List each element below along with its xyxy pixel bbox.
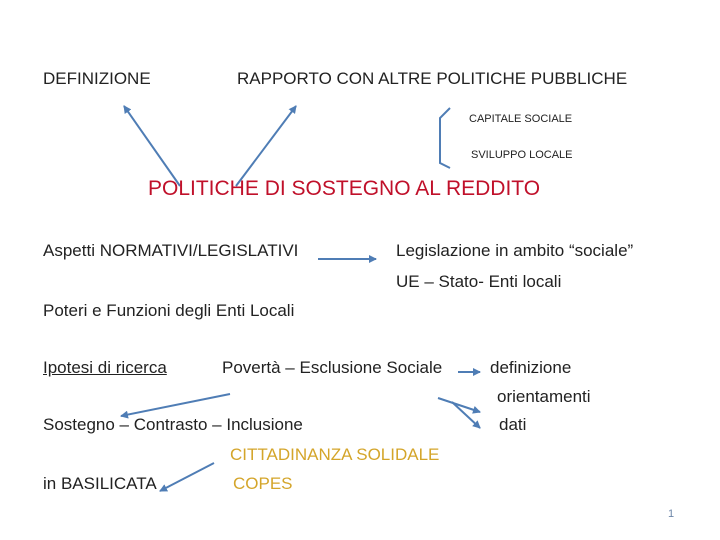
arrow-to-definizione xyxy=(124,106,180,186)
aspetti-label: Aspetti NORMATIVI/LEGISLATIVI xyxy=(43,241,299,260)
ipotesi-ricerca-link[interactable]: Ipotesi di ricerca xyxy=(43,358,167,377)
legislazione-label: Legislazione in ambito “sociale” xyxy=(396,241,634,260)
bracket-capitale-sviluppo xyxy=(440,108,450,168)
sostegno-label: Sostegno – Contrasto – Inclusione xyxy=(43,415,303,434)
capitale-sociale-label: CAPITALE SOCIALE xyxy=(469,113,573,125)
arrow-to-dati xyxy=(452,402,480,428)
arrow-to-orientamenti xyxy=(438,398,480,412)
arrow-to-rapporto xyxy=(236,106,296,186)
poteri-label: Poteri e Funzioni degli Enti Locali xyxy=(43,301,295,320)
orientamenti-label: orientamenti xyxy=(497,387,591,406)
main-title: POLITICHE DI SOSTEGNO AL REDDITO xyxy=(148,177,541,200)
sviluppo-locale-label: SVILUPPO LOCALE xyxy=(471,149,573,161)
basilicata-label: in BASILICATA xyxy=(43,474,157,493)
ue-stato-label: UE – Stato- Enti locali xyxy=(396,272,562,291)
definizione2-label: definizione xyxy=(490,358,572,377)
dati-label: dati xyxy=(499,415,527,434)
cittadinanza-label: CITTADINANZA SOLIDALE xyxy=(230,445,440,464)
definizione-label: DEFINIZIONE xyxy=(43,69,151,88)
arrow-to-sostegno xyxy=(121,394,230,416)
copes-label: COPES xyxy=(233,474,293,493)
poverta-label: Povertà – Esclusione Sociale xyxy=(222,358,443,377)
page-number: 1 xyxy=(668,508,675,520)
arrow-to-basilicata xyxy=(160,463,214,491)
rapporto-label: RAPPORTO CON ALTRE POLITICHE PUBBLICHE xyxy=(237,69,628,88)
